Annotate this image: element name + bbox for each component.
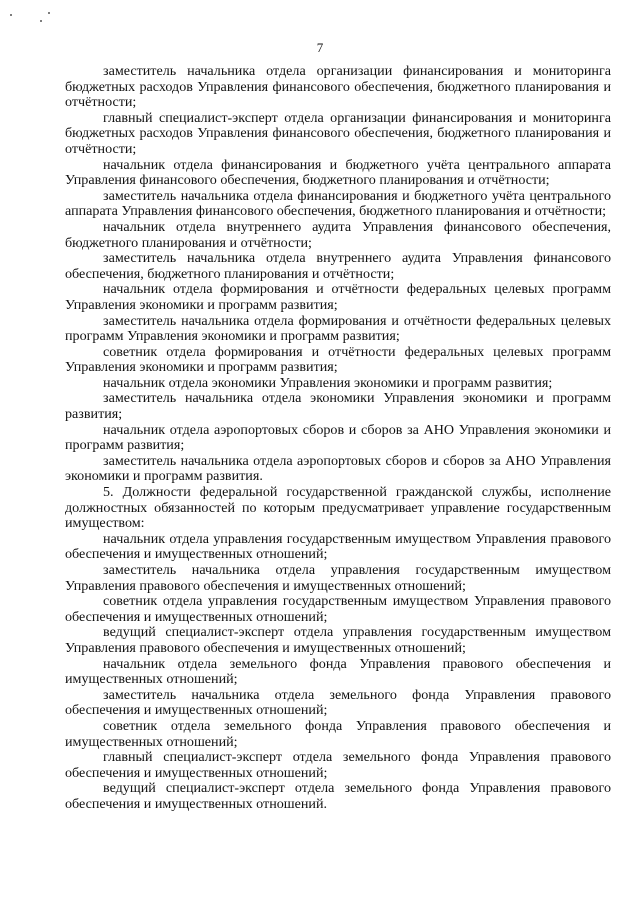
paragraph: заместитель начальника отдела земельного фонда Управления правового обеспечения и имущественных отношений; [65,686,611,719]
paragraph: главный специалист-эксперт отдела земельного фонда Управления правового обеспечения и имущественных отношений; [65,749,611,781]
paragraph: советник отдела управления государственным имуществом Управления правового обеспечения и имущественных отношений; [65,593,611,625]
paragraph: ведущий специалист-эксперт отдела управления государственным имуществом Управления правового обеспечения и имущественных отношений; [65,624,611,656]
document-body [65,64,611,813]
page-number: 7 [316,40,324,55]
paragraph: заместитель начальника отдела формирования и отчётности федеральных целевых программ Управления экономики и программ развития; [65,312,611,345]
section-heading-paragraph: 5. Должности федеральной государственной гражданской службы, исполнение должностных обязанностей по которым предусматривает управление государственным имуществом: [65,484,611,532]
paragraph: заместитель начальника отдела финансирования и бюджетного учёта центрального аппарата Управления финансового обеспечения, бюджетного планирования и отчётности; [65,187,611,220]
paragraph: ведущий специалист-эксперт отдела земельного фонда Управления правового обеспечения и имущественных отношений. [65,780,611,812]
paragraph: начальник отдела земельного фонда Управления правового обеспечения и имущественных отношений; [65,655,611,688]
paragraph: главный специалист-эксперт отдела организации финансирования и мониторинга бюджетных расходов Управления финансового обеспечения, бюджетного планирования и отчётности; [65,109,611,157]
paragraph: советник отдела земельного фонда Управления правового обеспечения и имущественных отношений; [65,717,611,750]
paragraph: начальник отдела аэропортовых сборов и сборов за АНО Управления экономики и программ развития; [65,421,611,454]
paragraph: начальник отдела финансирования и бюджетного учёта центрального аппарата Управления финансового обеспечения, бюджетного планирования и отчётности; [65,156,611,189]
scan-speck [40,20,42,22]
paragraph: советник отдела формирования и отчётности федеральных целевых программ Управления экономики и программ развития; [65,343,611,376]
paragraph: заместитель начальника отдела внутреннего аудита Управления финансового обеспечения, бюджетного планирования и отчётности; [65,250,611,282]
paragraph: начальник отдела управления государственным имуществом Управления правового обеспечения и имущественных отношений; [65,530,611,563]
paragraph: начальник отдела формирования и отчётности федеральных целевых программ Управления экономики и программ развития; [65,281,611,313]
scan-speck [48,12,50,14]
paragraph: заместитель начальника отдела организации финансирования и мониторинга бюджетных расходов Управления финансового обеспечения, бюджетного планирования и отчётности; [65,63,611,111]
paragraph: заместитель начальника отдела аэропортовых сборов и сборов за АНО Управления экономики и программ развития. [65,452,611,485]
paragraph: начальник отдела экономики Управления экономики и программ развития; [103,374,553,391]
paragraph: заместитель начальника отдела экономики Управления экономики и программ развития; [65,390,611,423]
paragraph: начальник отдела внутреннего аудита Управления финансового обеспечения, бюджетного планирования и отчётности; [65,218,611,251]
paragraph: заместитель начальника отдела управления государственным имуществом Управления правового обеспечения и имущественных отношений; [65,562,611,594]
scan-speck [10,14,12,16]
